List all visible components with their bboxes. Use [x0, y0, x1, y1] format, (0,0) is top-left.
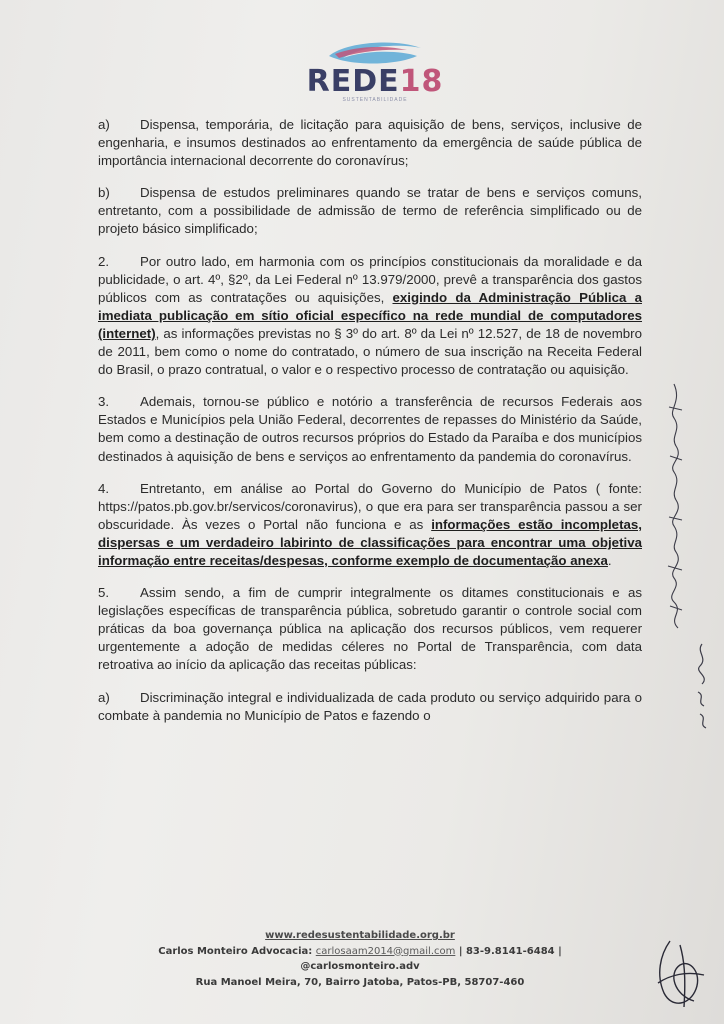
footer-contact-line: [120, 944, 600, 960]
paragraph-text: Discriminação integral e individualizada de cada produto ou serviço adquirido para o combate à pandemia no Município de Patos e fazendo o: [98, 689, 642, 723]
paragraph-text: Assim sendo, a fim de cumprir integralmente os ditames constitucionais e as legislações específicas de transparência pública, sobretudo garantir o controle social com práticas da boa governança pública na aplicação dos recursos públicos, vem requerer urgentemente a adoção de medidas céleres no Portal de Transparência, com data retroativa ao início da aplicação das receitas públicas:: [98, 585, 642, 673]
logo-name: REDE: [306, 64, 400, 99]
handwritten-initials-icon: [688, 640, 718, 730]
paragraph-number: a): [98, 117, 110, 132]
paragraph-number: 4.: [98, 480, 110, 496]
logo-number: 18: [399, 64, 444, 99]
emphasized-text: informações estão incompletas, dispersas e um verdadeiro labirinto de classificações para encontrar uma objetiva informação entre receitas/despesas, conforme exemplo de documentação anexa: [98, 516, 642, 568]
paragraph-5: [98, 584, 642, 674]
signature-icon: [650, 935, 710, 1015]
paragraph-number: 2.: [98, 253, 110, 269]
footer-website: www.redesustentabilidade.org.br: [265, 930, 455, 941]
footer-label: Carlos Monteiro Advocacia:: [158, 945, 313, 957]
logo-wordmark: [285, 66, 465, 98]
paragraph-2: [98, 253, 642, 380]
footer-handle: @carlosmonteiro.adv: [300, 961, 420, 972]
paragraph-text-continued: , as informações previstas no § 3º do art. 8º da Lei nº 12.527, de 18 de novembro de 2011, bem como o nome do contratado, o número de sua inscrição na Receita Federal do Brasil, o prazo contratual, o valor e o respectivo processo de contratação ou aquisição.: [98, 325, 642, 378]
footer-phone: | 83-9.8141-6484 |: [458, 945, 562, 957]
logo-tagline: SUSTENTABILIDADE: [342, 97, 408, 103]
paragraph-3: [98, 393, 642, 465]
paragraph-text: Por outro lado, em harmonia com os princípios constitucionais da moralidade e da publicidade, o art. 4º, §2º, da Lei Federal nº 13.979/2000, prevê a transparência dos gastos públicos com as contratações ou aquisições,: [98, 253, 642, 305]
paragraph-number: a): [98, 689, 110, 705]
paragraph-text: Entretanto, em análise ao Portal do Governo do Município de Patos ( fonte: https://patos.pb.gov.br/servicos/coronavirus), o que era para ser transparência passou a ser obscuridade. Às vezes o Portal não funciona e as: [98, 480, 642, 532]
letterhead-footer: [120, 928, 600, 990]
paragraph-b: [98, 184, 642, 238]
paragraph-a: [98, 116, 642, 170]
paragraph-a-second: [98, 689, 642, 725]
rede-logo: [285, 38, 465, 108]
paragraph-text: Ademais, tornou-se público e notório a transferência de recursos Federais aos Estados e Municípios pela União Federal, decorrentes de repasses do Ministério da Saúde, bem como a destinação de outros recursos próprios do Estado da Paraíba e dos municípios destinados à aquisição de bens e serviços ao enfrentamento da pandemia do coronavírus.: [98, 394, 642, 464]
emphasized-text: exigindo da Administração Pública a imediata publicação em sítio oficial específico na rede mundial de computadores (internet): [98, 289, 642, 341]
footer-email: carlosaam2014@gmail.com: [315, 945, 456, 957]
footer-address: Rua Manoel Meira, 70, Bairro Jatoba, Patos-PB, 58707-460: [195, 976, 525, 988]
handwritten-margin-note-icon: [660, 380, 690, 630]
document-body: [98, 116, 642, 739]
paragraph-number: 5.: [98, 585, 110, 601]
paragraph-text: Dispensa de estudos preliminares quando se tratar de bens e serviços comuns, entretanto, com a possibilidade de admissão de termo de referência simplificado ou de projeto básico simplificado;: [98, 185, 642, 237]
paragraph-number: b): [98, 185, 110, 201]
paragraph-number: 3.: [98, 394, 110, 410]
paragraph-text: Dispensa, temporária, de licitação para aquisição de bens, serviços, inclusive de engenharia, e insumos destinados ao enfrentamento da emergência de saúde pública de importância internacional decorrente do coronavírus;: [98, 117, 642, 169]
paragraph-4: [98, 480, 642, 570]
paragraph-text-continued: .: [607, 552, 612, 568]
